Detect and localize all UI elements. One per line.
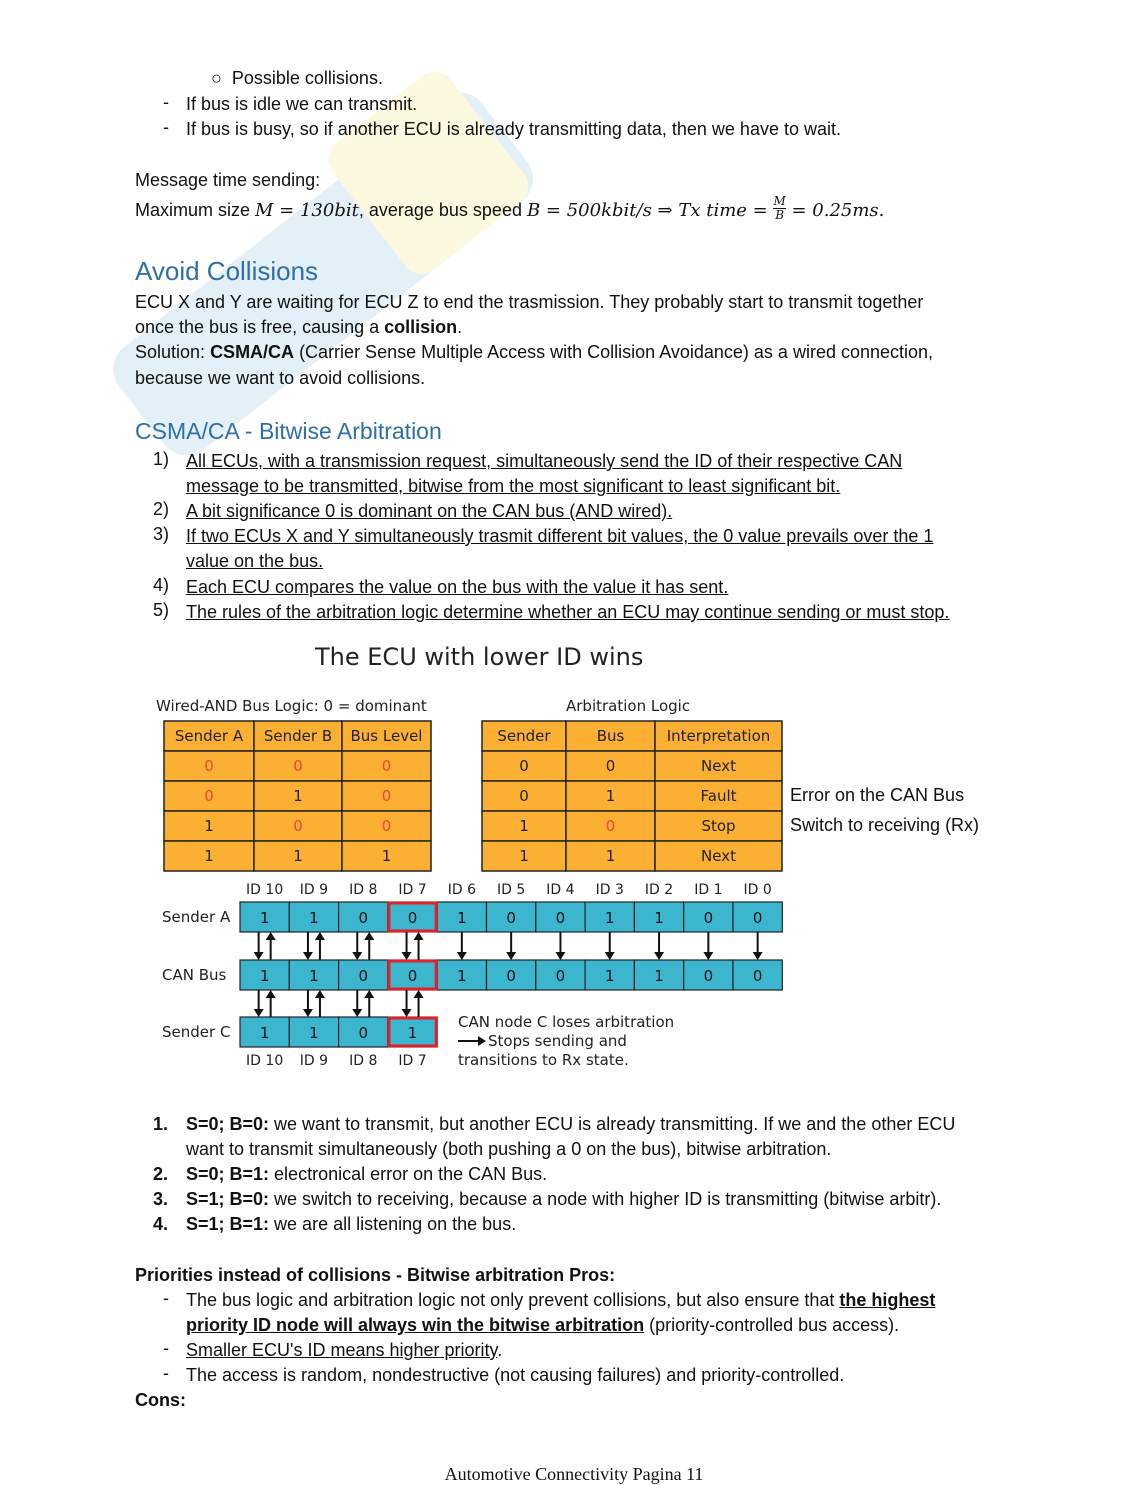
can-bus-bit: 1: [654, 967, 664, 985]
avoid-p2-line1: Solution: CSMA/CA (Carrier Sense Multiple Access with Collision Avoidance) as a wired connection,: [135, 342, 934, 362]
arbitration-figure: [140, 635, 1020, 1075]
avoid-p1-line2: once the bus is free, causing a collision.: [135, 317, 463, 337]
sender-a-bit: 1: [654, 909, 664, 927]
pros-bullet-1-cont: priority ID node will always win the bitwise arbitration (priority-controlled bus access).: [186, 1315, 900, 1335]
avoid-collisions-heading: Avoid Collisions: [135, 256, 319, 286]
arrow-down-icon: [753, 952, 763, 960]
avoid-p1-line1: ECU X and Y are waiting for ECU Z to end the trasmission. They probably start to transmit together: [135, 292, 924, 312]
arbitration-value: 0: [605, 817, 616, 835]
arbitration-value: 0: [519, 757, 529, 775]
sender-c-bit: 1: [309, 1024, 319, 1042]
bullet-idle: If bus is idle we can transmit.: [186, 94, 418, 114]
arb-item-2: A bit significance 0 is dominant on the CAN bus (AND wired).: [186, 501, 673, 521]
arbitration-value: 1: [605, 787, 616, 805]
message-time-label: Message time sending:: [135, 170, 321, 190]
id-label: ID 6: [447, 882, 476, 898]
row-label: CAN Bus: [162, 966, 227, 984]
sender-a-bit: 0: [506, 909, 516, 927]
bus-logic-value: 0: [293, 757, 303, 775]
sender-c-bit: 1: [407, 1024, 418, 1042]
sub-bullet: ○ Possible collisions.: [211, 68, 383, 88]
figure-title: The ECU with lower ID wins: [315, 643, 644, 671]
row-label: Sender C: [162, 1023, 231, 1041]
bus-logic-value: 0: [381, 787, 392, 805]
id-label: ID 0: [743, 882, 772, 898]
arbitration-header: Interpretation: [666, 727, 771, 745]
sender-a-bit: 0: [555, 909, 566, 927]
cons-heading: Cons:: [135, 1390, 186, 1410]
sender-a-bit: 1: [604, 909, 615, 927]
id-label: ID 3: [595, 882, 624, 898]
arb-item-1-cont: message to be transmitted, bitwise from the most significant to least significant bit.: [186, 476, 841, 496]
can-bus-bit: 0: [506, 967, 516, 985]
arbitration-value: 1: [519, 817, 529, 835]
arrow-down-icon: [605, 952, 615, 960]
arb-item-3-cont: value on the bus.: [186, 551, 324, 571]
case-1: S=0; B=0: we want to transmit, but another ECU is already transmitting. If we and the other ECU: [186, 1114, 956, 1134]
sender-a-bit: 1: [309, 909, 319, 927]
bullet-busy: If bus is busy, so if another ECU is already transmitting data, then we have to wait.: [186, 119, 841, 139]
pros-bullet-1: The bus logic and arbitration logic not only prevent collisions, but also ensure that the highest: [186, 1290, 936, 1310]
arbitration-value: 1: [605, 847, 616, 865]
arrow-up-icon: [414, 990, 424, 998]
bus-logic-value: 0: [381, 757, 392, 775]
arrow-up-icon: [414, 932, 424, 940]
can-bus-bit: 1: [309, 967, 319, 985]
arrow-down-icon: [303, 1009, 313, 1017]
can-bus-bit: 0: [703, 967, 714, 985]
sender-a-bit: 1: [457, 909, 467, 927]
arbitration-header: Bus: [596, 727, 625, 745]
row-label: Sender A: [162, 908, 231, 926]
id-label: ID 1: [694, 882, 723, 898]
arrow-down-icon: [457, 952, 467, 960]
loss-note-3: transitions to Rx state.: [458, 1051, 629, 1069]
arbitration-value: Next: [701, 847, 736, 865]
loss-note-1: CAN node C loses arbitration: [458, 1013, 675, 1031]
case-4: S=1; B=1: we are all listening on the bus.: [186, 1214, 517, 1234]
sender-a-bit: 0: [703, 909, 714, 927]
sender-a-bit: 0: [358, 909, 369, 927]
bus-logic-value: 0: [204, 787, 214, 805]
pros-bullet-2: Smaller ECU's ID means higher priority.: [186, 1340, 503, 1360]
id-label: ID 2: [644, 882, 674, 898]
arbitration-value: 1: [519, 847, 529, 865]
arrow-down-icon: [402, 1009, 412, 1017]
id-label: ID 7: [398, 882, 427, 898]
arrow-down-icon: [352, 1009, 362, 1017]
sender-c-bit: 1: [259, 1024, 270, 1042]
bus-logic-value: 1: [293, 847, 303, 865]
message-time-formula: Maximum size M = 130bit, average bus speed B = 500kbit/s ⇒ Tx time = $\frac{M}{B}$ = 0.25ms.: [135, 193, 885, 222]
id-label-bottom: ID 7: [398, 1053, 427, 1069]
can-bus-bit: 0: [407, 967, 418, 985]
can-bus-bit: 1: [457, 967, 467, 985]
arb-item-4: Each ECU compares the value on the bus with the value it has sent.: [186, 577, 729, 597]
side-note-rx: Switch to receiving (Rx): [790, 815, 980, 835]
sender-c-bit: 0: [358, 1024, 369, 1042]
bus-logic-value: 0: [204, 757, 214, 775]
bus-logic-value: 1: [204, 817, 214, 835]
bus-logic-value: 0: [293, 817, 303, 835]
case-1-cont: want to transmit simultaneously (both pushing a 0 on the bus), bitwise arbitration.: [186, 1139, 832, 1159]
sender-a-bit: 0: [752, 909, 763, 927]
arrow-down-icon: [555, 952, 565, 960]
arbitration-value: Fault: [700, 787, 737, 805]
bus-logic-value: 1: [381, 847, 392, 865]
arrow-up-icon: [266, 932, 276, 940]
arrow-up-icon: [315, 932, 325, 940]
bus-logic-table: [164, 721, 431, 871]
arrow-down-icon: [352, 952, 362, 960]
bus-logic-header: Sender A: [174, 727, 244, 745]
id-label: ID 10: [246, 882, 284, 898]
arrow-right-icon: [458, 1036, 486, 1046]
side-note-error: Error on the CAN Bus: [790, 785, 965, 805]
pros-bullet-3: The access is random, nondestructive (not causing failures) and priority-controlled.: [186, 1365, 845, 1385]
case-2: S=0; B=1: electronical error on the CAN Bus.: [186, 1164, 548, 1184]
sender-a-bit: 0: [407, 909, 418, 927]
arrow-up-icon: [364, 932, 374, 940]
arb-item-3: If two ECUs X and Y simultaneously trasmit different bit values, the 0 value prevails over the 1: [186, 526, 934, 546]
bus-logic-value: 1: [293, 787, 303, 805]
can-bus-bit: 1: [259, 967, 270, 985]
arrow-down-icon: [654, 952, 664, 960]
arbitration-heading: CSMA/CA - Bitwise Arbitration: [135, 418, 442, 444]
id-label: ID 8: [349, 882, 378, 898]
can-bus-bit: 0: [555, 967, 566, 985]
bus-logic-header: Sender B: [263, 727, 333, 745]
arbitration-value: Next: [701, 757, 736, 775]
avoid-p2-line2: because we want to avoid collisions.: [135, 368, 426, 388]
id-label: ID 5: [497, 882, 526, 898]
arbitration-logic-table: [482, 721, 782, 871]
id-label-bottom: ID 9: [299, 1053, 329, 1069]
id-label-bottom: ID 10: [246, 1053, 284, 1069]
arrow-down-icon: [506, 952, 516, 960]
arrow-up-icon: [266, 990, 276, 998]
page-footer: Automotive Connectivity Pagina 11: [444, 1464, 704, 1484]
arrow-down-icon: [254, 1009, 264, 1017]
arrow-down-icon: [703, 952, 713, 960]
arrow-down-icon: [402, 952, 412, 960]
can-bus-bit: 0: [358, 967, 369, 985]
can-bus-bit: 0: [752, 967, 763, 985]
arrow-down-icon: [303, 952, 313, 960]
arbitration-value: 0: [519, 787, 529, 805]
bus-logic-header: Bus Level: [350, 727, 423, 745]
bus-logic-value: 1: [204, 847, 214, 865]
id-label-bottom: ID 8: [349, 1053, 378, 1069]
id-label: ID 9: [299, 882, 329, 898]
arrow-down-icon: [254, 952, 264, 960]
arb-item-1: All ECUs, with a transmission request, simultaneously send the ID of their respective CAN: [186, 451, 903, 471]
pros-heading: Priorities instead of collisions - Bitwise arbitration Pros:: [135, 1265, 616, 1285]
arbitration-header: Sender: [497, 727, 551, 745]
arbitration-value: Stop: [701, 817, 736, 835]
arb-item-5: The rules of the arbitration logic determine whether an ECU may continue sending or must stop.: [186, 602, 950, 622]
left-caption: Wired-AND Bus Logic: 0 = dominant: [156, 697, 427, 715]
case-3: S=1; B=0: we switch to receiving, because a node with higher ID is transmitting (bitwise arbitr).: [186, 1189, 942, 1209]
loss-note-2: Stops sending and: [488, 1032, 627, 1050]
right-caption: Arbitration Logic: [566, 697, 691, 715]
bus-logic-value: 0: [381, 817, 392, 835]
arrow-up-icon: [315, 990, 325, 998]
can-bus-bit: 1: [604, 967, 615, 985]
arbitration-value: 0: [605, 757, 616, 775]
id-label: ID 4: [546, 882, 575, 898]
sender-a-bit: 1: [259, 909, 270, 927]
arrow-up-icon: [364, 990, 374, 998]
